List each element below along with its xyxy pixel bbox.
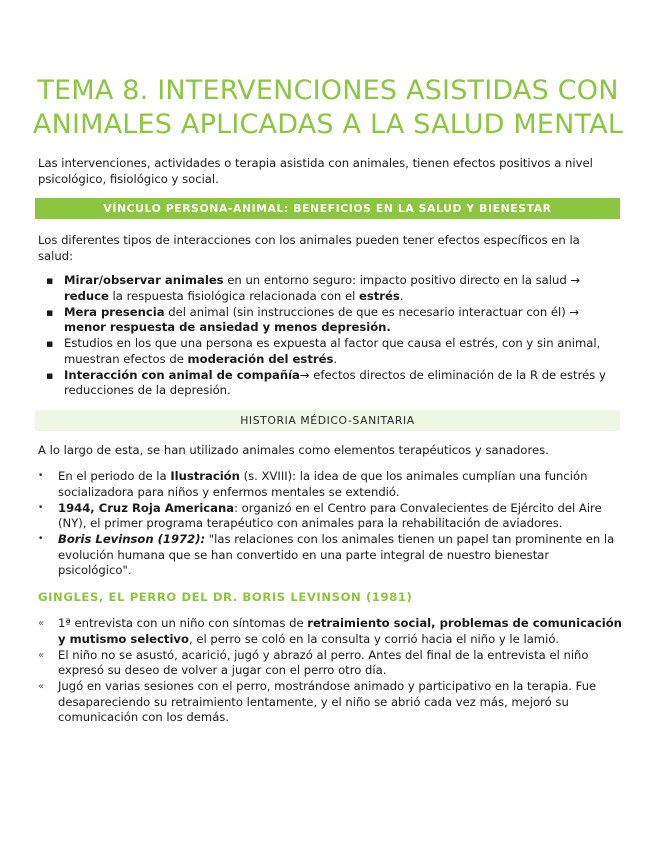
section2-lead: A lo largo de esta, se han utilizado animales como elementos terapéuticos y sanadores. <box>38 443 549 457</box>
guillemet-bullet-icon: « <box>38 618 45 629</box>
list-item: ▪ Mera presencia del animal (sin instrucciones de que es necesario interactuar con él) → menor respuesta de ansiedad y menos depresión. <box>46 304 580 334</box>
gingles-list <box>38 616 623 726</box>
round-bullet-icon: • <box>38 471 44 481</box>
history-list <box>38 469 623 579</box>
section-heading-vinculo: VÍNCULO PERSONA-ANIMAL: BENEFICIOS EN LA SALUD Y BIENESTAR <box>35 198 620 219</box>
section1-lead: Los diferentes tipos de interacciones con los animales pueden tener efectos específicos en la salud: <box>38 233 580 263</box>
square-bullet-icon: ▪ <box>46 337 54 350</box>
page-title <box>28 74 628 142</box>
list-item: • En el periodo de la Ilustración (s. XVIII): la idea de que los animales cumplían una función socializadora para niños y enfermos mentales se extendió. <box>38 469 588 499</box>
benefits-list <box>38 273 623 399</box>
round-bullet-icon: • <box>38 534 44 544</box>
title-line-2: ANIMALES APLICADAS A LA SALUD MENTAL <box>32 109 624 140</box>
section-heading-gingles: GINGLES, EL PERRO DEL DR. BORIS LEVINSON (1981) <box>38 590 413 604</box>
square-bullet-icon: ▪ <box>46 274 54 287</box>
square-bullet-icon: ▪ <box>46 305 54 319</box>
section-heading-historia: HISTORIA MÉDICO-SANITARIA <box>35 410 620 431</box>
title-line-1: TEMA 8. INTERVENCIONES ASISTIDAS CON <box>37 75 619 106</box>
list-item: « Jugó en varias sesiones con el perro, mostrándose animado y participativo en la terapia. Fue desapareciendo su retraimiento lentamente, y el niño se abrió cada vez más, mejoró su comunicación con los demás. <box>38 679 597 724</box>
square-bullet-icon: ▪ <box>46 368 54 382</box>
guillemet-bullet-icon: « <box>38 681 45 692</box>
guillemet-bullet-icon: « <box>38 649 45 661</box>
list-item: ▪ Estudios en los que una persona es expuesta al factor que causa el estrés, con y sin animal, muestran efectos de moderación del estrés. <box>46 336 601 366</box>
list-item: ▪ Interacción con animal de compañía→ efectos directos de eliminación de la R de estrés y reducciones de la depresión. <box>46 367 606 397</box>
list-item: • Boris Levinson (1972): "las relaciones con los animales tienen un papel tan prominente en la evolución humana que se han convertido en una parte integral de nuestro bienestar psicológico". <box>38 532 615 577</box>
intro-paragraph: Las intervenciones, actividades o terapia asistida con animales, tienen efectos positivos a nivel psicológico, fisiológico y social. <box>38 156 593 186</box>
round-bullet-icon: • <box>38 502 44 513</box>
list-item: • 1944, Cruz Roja Americana: organizó en el Centro para Convalecientes de Ejército del Aire (NY), el primer programa terapéutico con animales para la rehabilitación de aviadores. <box>38 500 602 530</box>
list-item: ▪ Mirar/observar animales en un entorno seguro: impacto positivo directo en la salud → reduce la respuesta fisiológica relacionada con el estrés. <box>46 273 581 303</box>
list-item: « El niño no se asustó, acarició, jugó y abrazó al perro. Antes del final de la entrevista el niño expresó su deseo de volver a jugar con el perro otro día. <box>38 647 589 677</box>
list-item: « 1ª entrevista con un niño con síntomas de retraimiento social, problemas de comunicación y mutismo selectivo, el perro se coló en la consulta y corrió hacia el niño y le lamió. <box>38 616 622 646</box>
